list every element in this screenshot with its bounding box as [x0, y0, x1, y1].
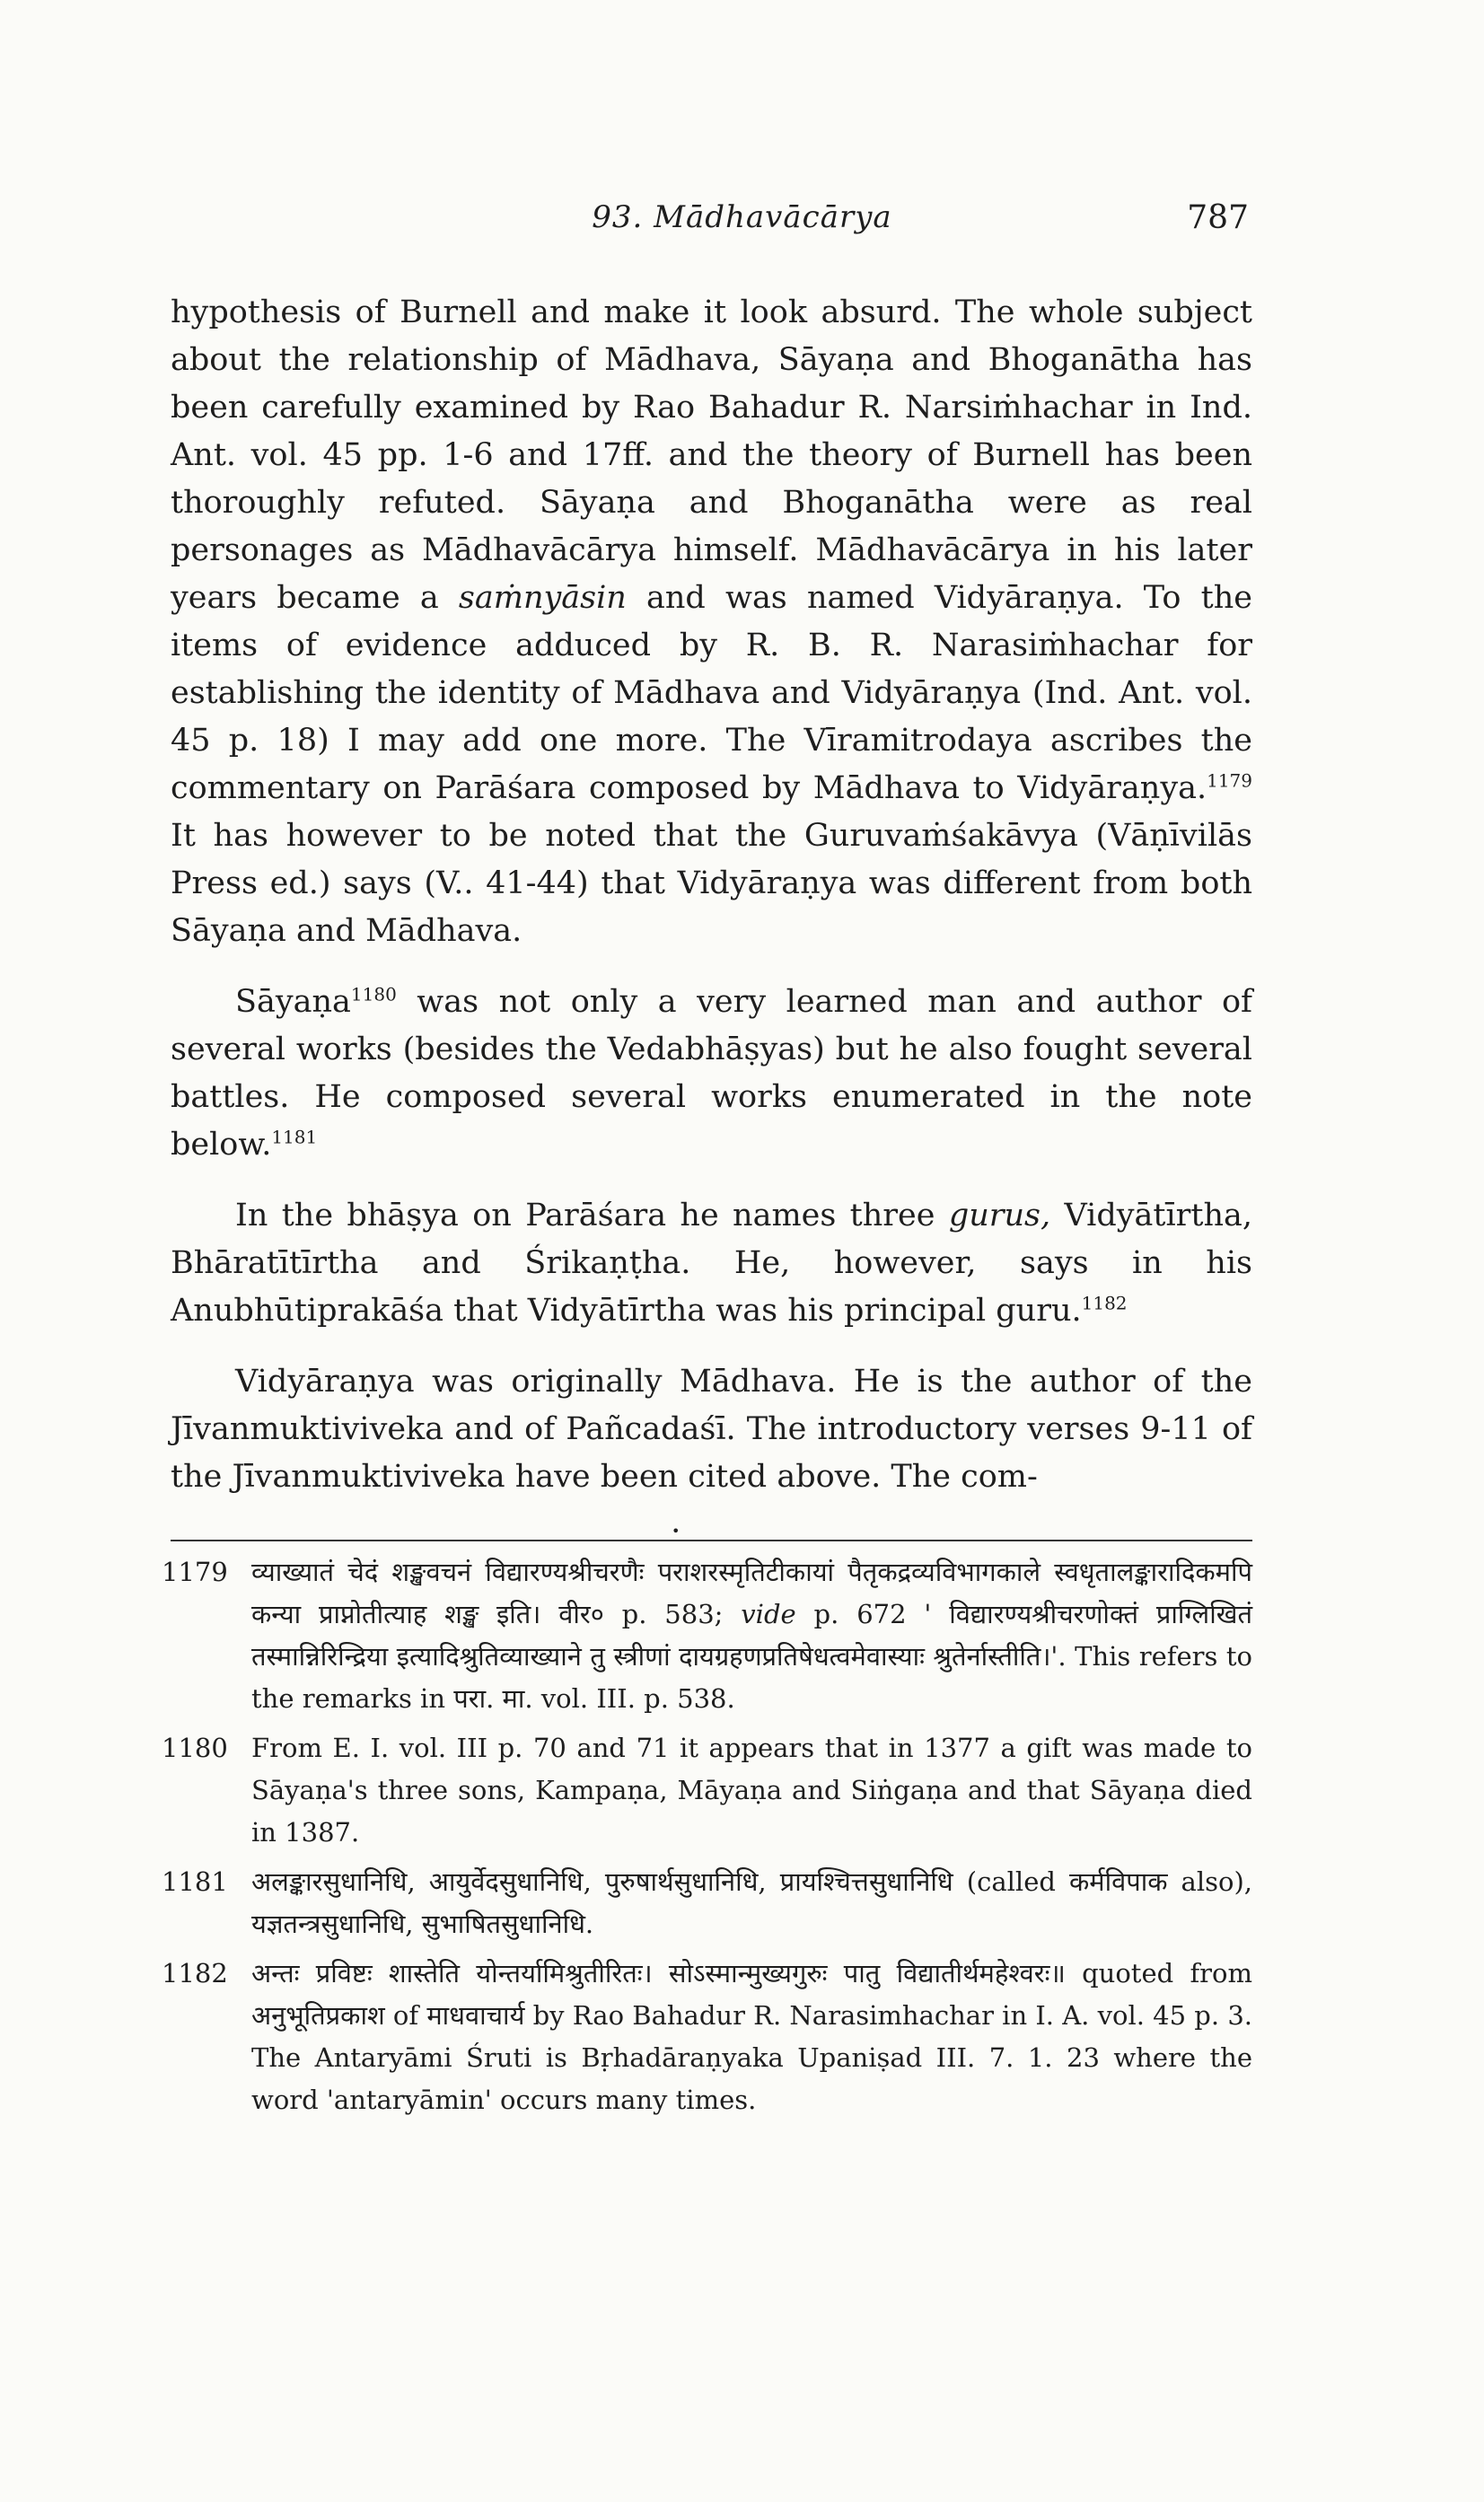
rule-mark: •	[672, 1523, 681, 1540]
footnote-number: 1181	[162, 1866, 228, 1897]
paragraph: In the bhāṣya on Parāśara he names three gurus, Vidyātīrtha, Bhāratītīrtha and Śrikaṇṭha. He, however, says in his Anubhūtiprakāśa that Vidyātīrtha was his principal guru.$^{1182}$	[171, 1198, 1252, 1329]
footnotes	[162, 1551, 1252, 2129]
running-title: 93. Mādhavācārya	[592, 199, 892, 235]
footnote-ref: 1179	[1207, 769, 1252, 792]
footnote: 1182 अन्तः प्रविष्टः शास्तेति योन्तर्यामिश्रुतीरितः। सोऽस्मान्मुख्यगुरुः पातु विद्यातीर्थमहेश्वरः॥ quoted from अनुभूतिप्रकाश of माधवाचार्य by Rao Bahadur R. Narasimhachar in I. A. vol. 45 p. 3. The Antaryāmi Śruti is Bṛhadāraṇyaka Upaniṣad III. 7. 1. 23 where the word 'antaryāmin' occurs many times.	[162, 1953, 1252, 2121]
footnote-ref: 1182	[1081, 1292, 1128, 1314]
paragraph: Sāyaṇa$^{1180}$ was not only a very learned man and author of several works (besides the Vedabhāṣyas) but he also fought several battles. He composed several works enumerated in the note below.$^{1181}$	[171, 983, 1252, 1163]
footnote-number: 1182	[162, 1958, 228, 1988]
paragraph: Vidyāraṇya was originally Mādhava. He is the author of the Jīvanmuktiviveka and of Pañcadaśī. The introductory verses 9-11 of the Jīvanmuktiviveka have been cited above. The com-	[171, 1364, 1252, 1495]
page-header	[0, 199, 1484, 253]
footnote: 1180 From E. I. vol. III p. 70 and 71 it appears that in 1377 a gift was made to Sāyaṇa's three sons, Kampaṇa, Māyaṇa and Siṅgaṇa and that Sāyaṇa died in 1387.	[162, 1727, 1252, 1854]
page-number: 787	[1187, 199, 1249, 236]
footnote-ref: 1181	[271, 1126, 318, 1148]
footnote-divider	[171, 1540, 1252, 1541]
main-text	[171, 289, 1252, 1524]
footnote-number: 1180	[162, 1733, 228, 1763]
footnote-ref: 1180	[350, 983, 397, 1005]
paragraph: hypothesis of Burnell and make it look absurd. The whole subject about the relationship of Mādhava, Sāyaṇa and Bhoganātha has been carefully examined by Rao Bahadur R. Narsiṁhachar in Ind. Ant. vol. 45 pp. 1-6 and 17ff. and the theory of Burnell has been thoroughly refuted. Sāyaṇa and Bhoganātha were as real personages as Mādhavācārya himself. Mādhavācārya in his later years became a saṁnyāsin and was named Vidyāraṇya. To the items of evidence adduced by R. B. R. Narasiṁhachar for establishing the identity of Mādhava and Vidyāraṇya (Ind. Ant. vol. 45 p. 18) I may add one more. The Vīramitrodaya ascribes the commentary on Parāśara composed by Mādhava to Vidyāraṇya.$^{1179}$ It has however to be noted that the Guruvaṁśakāvya (Vāṇīvilās Press ed.) says (V.. 41-44) that Vidyāraṇya was different from both Sāyaṇa and Mādhava.	[171, 294, 1252, 949]
footnote-number: 1179	[162, 1557, 228, 1587]
footnote: 1179 व्याख्यातं चेदं शङ्खवचनं विद्यारण्यश्रीचरणैः पराशरस्मृतिटीकायां पैतृकद्रव्यविभागकाले स्वधृतालङ्कारादिकमपि कन्या प्राप्नोतीत्याह शङ्ख इति। वीर० p. 583; vide p. 672 ' विद्यारण्यश्रीचरणोक्तं प्राग्लिखितं तस्मान्निरिन्द्रिया इत्यादिश्रुतिव्याख्याने तु स्त्रीणां दायग्रहणप्रतिषेधत्वमेवास्याः श्रुतेर्नास्तीति।'. This refers to the remarks in परा. मा. vol. III. p. 538.	[162, 1551, 1252, 1720]
footnote: 1181 अलङ्कारसुधानिधि, आयुर्वेदसुधानिधि, पुरुषार्थसुधानिधि, प्रायश्चित्तसुधानिधि (called कर्मविपाक also), यज्ञतन्त्रसुधानिधि, सुभाषितसुधानिधि.	[162, 1861, 1252, 1945]
